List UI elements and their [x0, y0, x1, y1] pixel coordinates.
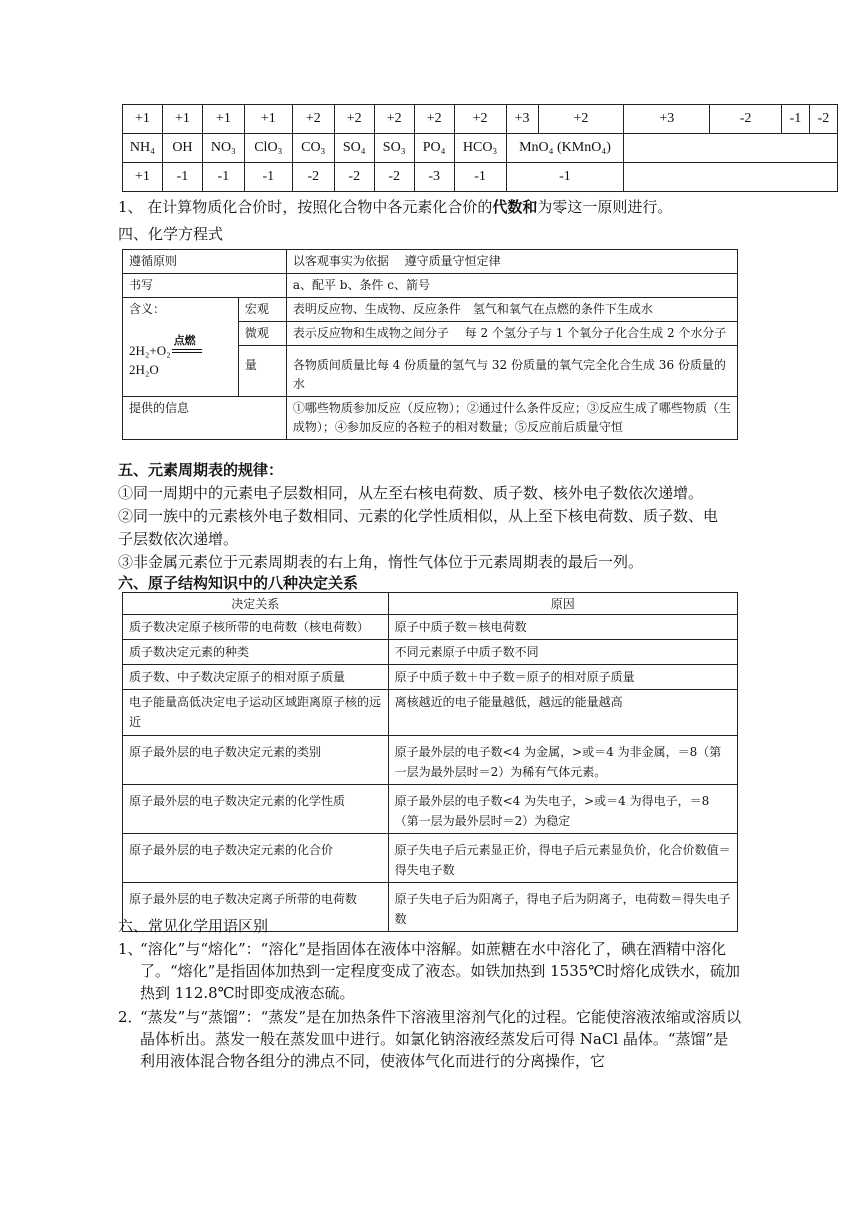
valence-cell: -3	[414, 163, 454, 192]
valence-cell: -1	[454, 163, 506, 192]
decision-cell: 质子数决定元素的种类	[123, 640, 389, 665]
radical-cell: HCO₃	[454, 134, 506, 163]
valence-cell: +3	[624, 105, 710, 134]
row-value: ①哪些物质参加反应（反应物）；②通过什么条件反应；③反应生成了哪些物质（生成物）；④参加反应的各粒子的相对数量；⑤反应前后质量守恒	[286, 397, 737, 440]
valence-cell: +1	[123, 105, 163, 134]
valence-cell: -2	[809, 105, 837, 134]
table-row	[123, 397, 738, 440]
row-value: 以客观事实为依据 遵守质量守恒定律	[286, 250, 737, 274]
table-row	[123, 640, 738, 665]
valence-cell: +2	[538, 105, 624, 134]
table-row	[123, 274, 738, 298]
note-text: 为零这一原则进行。	[537, 198, 673, 216]
table-row	[123, 736, 738, 785]
radical-valence-row	[123, 163, 838, 192]
valence-cell: -1	[162, 163, 202, 192]
note-emphasis: 代数和	[492, 198, 538, 216]
paragraph: ①同一周期中的元素电子层数相同，从左至右核电荷数、质子数、核外电子数依次递增。	[118, 484, 704, 502]
row-value: 表明反应物、生成物、反应条件 氢气和氧气在点燃的条件下生成水	[286, 298, 737, 322]
note-text: 1、 在计算物质化合价时，按照化合物中各元素化合价的	[118, 198, 493, 216]
decision-cell: 质子数决定原子核所带的电荷数（核电荷数）	[123, 615, 389, 640]
radical-cell: NO₃	[202, 134, 244, 163]
paragraph: ③非金属元素位于元素周期表的右上角，惰性气体位于元素周期表的最后一列。	[118, 553, 644, 571]
item-text: “溶化”与“熔化”：“溶化”是指固体在液体中溶解。如蔗糖在水中溶化了，碘在酒精中溶化了。“熔化”是指固体加热到一定程度变成了液态。如铁加热到 1535℃时熔化成铁水，硫加热到 112.8℃时即变成液态硫。	[140, 940, 741, 1002]
reason-cell: 不同元素原子中质子数不同	[388, 640, 737, 665]
valence-cell: +1	[244, 105, 292, 134]
table-row	[123, 250, 738, 274]
radical-cell: NH₄	[123, 134, 163, 163]
valence-cell: -2	[710, 105, 782, 134]
reaction-arrow-icon	[172, 335, 202, 358]
valence-row	[123, 105, 838, 134]
row-label: 含义：	[129, 302, 166, 316]
paragraph: 子层数依次递增。	[118, 530, 239, 548]
decision-cell: 原子最外层的电子数决定元素的类别	[123, 736, 389, 785]
radical-cell: CO₃	[292, 134, 334, 163]
valence-cell: +2	[374, 105, 414, 134]
chemical-equation	[129, 335, 232, 379]
sub-label: 量	[238, 346, 286, 397]
row-label: 书写	[123, 274, 287, 298]
valence-cell: +1	[202, 105, 244, 134]
radical-cell: MnO₄ (KMnO₄)	[506, 134, 624, 163]
equation-products: 2H₂O	[129, 362, 159, 377]
item-text: “蒸发”与“蒸馏”：“蒸发”是在加热条件下溶液里溶剂气化的过程。它能使溶液浓缩或溶质以晶体析出。蒸发一般在蒸发皿中进行。如氯化钠溶液经蒸发后可得 NaCl 晶体。“蒸馏”是利用液体混合物各组分的沸点不同，使液体气化而进行的分离操作，它	[140, 1008, 742, 1070]
row-value: 表示反应物和生成物之间分子 每 2 个氢分子与 1 个氧分子化合生成 2 个水分子	[286, 322, 737, 346]
valence-cell: -2	[334, 163, 374, 192]
reason-cell: 原子失电子后元素显正价，得电子后元素显负价，化合价数值＝得失电子数	[388, 834, 737, 883]
valence-cell: +2	[292, 105, 334, 134]
reason-cell: 原子中质子数＝核电荷数	[388, 615, 737, 640]
decision-cell: 原子最外层的电子数决定元素的化合价	[123, 834, 389, 883]
sub-label: 宏观	[238, 298, 286, 322]
reason-cell: 原子最外层的电子数<4 为失电子，>或＝4 为得电子，＝8（第一层为最外层时＝2）为稳定	[388, 785, 737, 834]
valence-table	[122, 104, 838, 192]
sub-label: 微观	[238, 322, 286, 346]
row-value: a、配平 b、条件 c、箭号	[286, 274, 737, 298]
item-number: 2．	[118, 1008, 143, 1026]
table-row	[123, 665, 738, 690]
valence-cell: +1	[123, 163, 163, 192]
table-row	[123, 785, 738, 834]
radical-row	[123, 134, 838, 163]
reason-cell: 原子最外层的电子数<4 为金属，>或＝4 为非金属，＝8（第一层为最外层时＝2）为稀有气体元素。	[388, 736, 737, 785]
column-header: 原因	[388, 593, 737, 615]
valence-cell: +3	[506, 105, 538, 134]
radical-cell: SO₃	[374, 134, 414, 163]
valence-cell: -1	[244, 163, 292, 192]
equation-table	[122, 249, 738, 440]
note-line	[118, 196, 672, 218]
decision-cell: 质子数、中子数决定原子的相对原子质量	[123, 665, 389, 690]
reason-cell: 原子中质子数＋中子数＝原子的相对原子质量	[388, 665, 737, 690]
reason-cell: 原子失电子后为阳离子，得电子后为阴离子，电荷数＝得失电子数	[388, 883, 737, 932]
reaction-condition: 点燃	[173, 335, 196, 348]
column-header: 决定关系	[123, 593, 389, 615]
section-heading: 六、常见化学用语区别	[118, 917, 269, 935]
table-row	[123, 690, 738, 736]
decision-table	[122, 592, 738, 932]
valence-cell: -1	[781, 105, 809, 134]
reason-cell: 离核越近的电子能量越低，越远的能量越高	[388, 690, 737, 736]
section-heading: 六、原子结构知识中的八种决定关系	[118, 574, 359, 592]
radical-cell: ClO₃	[244, 134, 292, 163]
equation-reactants: 2H₂+O₂	[129, 343, 171, 358]
meaning-cell	[123, 298, 239, 397]
radical-cell: OH	[162, 134, 202, 163]
table-row	[123, 615, 738, 640]
empty-cell	[624, 163, 838, 192]
valence-cell: -1	[506, 163, 624, 192]
radical-cell: PO₄	[414, 134, 454, 163]
section-heading: 五、元素周期表的规律：	[118, 461, 284, 479]
row-label: 提供的信息	[123, 397, 287, 440]
table-header-row	[123, 593, 738, 615]
valence-cell: +1	[162, 105, 202, 134]
list-item	[118, 938, 742, 1004]
valence-cell: +2	[414, 105, 454, 134]
radical-cell: SO₄	[334, 134, 374, 163]
list-item	[118, 1006, 742, 1072]
empty-cell	[624, 134, 838, 163]
valence-cell: -2	[292, 163, 334, 192]
valence-cell: -2	[374, 163, 414, 192]
decision-cell: 电子能量高低决定电子运动区域距离原子核的远近	[123, 690, 389, 736]
valence-cell: -1	[202, 163, 244, 192]
table-row	[123, 834, 738, 883]
row-value: 各物质间质量比每 4 份质量的氢气与 32 份质量的氧气完全化合生成 36 份质量的水	[286, 346, 737, 397]
decision-cell: 原子最外层的电子数决定离子所带的电荷数	[123, 883, 389, 932]
decision-cell: 原子最外层的电子数决定元素的化学性质	[123, 785, 389, 834]
table-row	[123, 298, 738, 322]
valence-cell: +2	[454, 105, 506, 134]
paragraph: ②同一族中的元素核外电子数相同、元素的化学性质相似，从上至下核电荷数、质子数、电	[118, 507, 719, 525]
row-label: 遵循原则	[123, 250, 287, 274]
valence-cell: +2	[334, 105, 374, 134]
item-number: 1、	[118, 940, 143, 958]
section-heading: 四、化学方程式	[118, 225, 224, 243]
